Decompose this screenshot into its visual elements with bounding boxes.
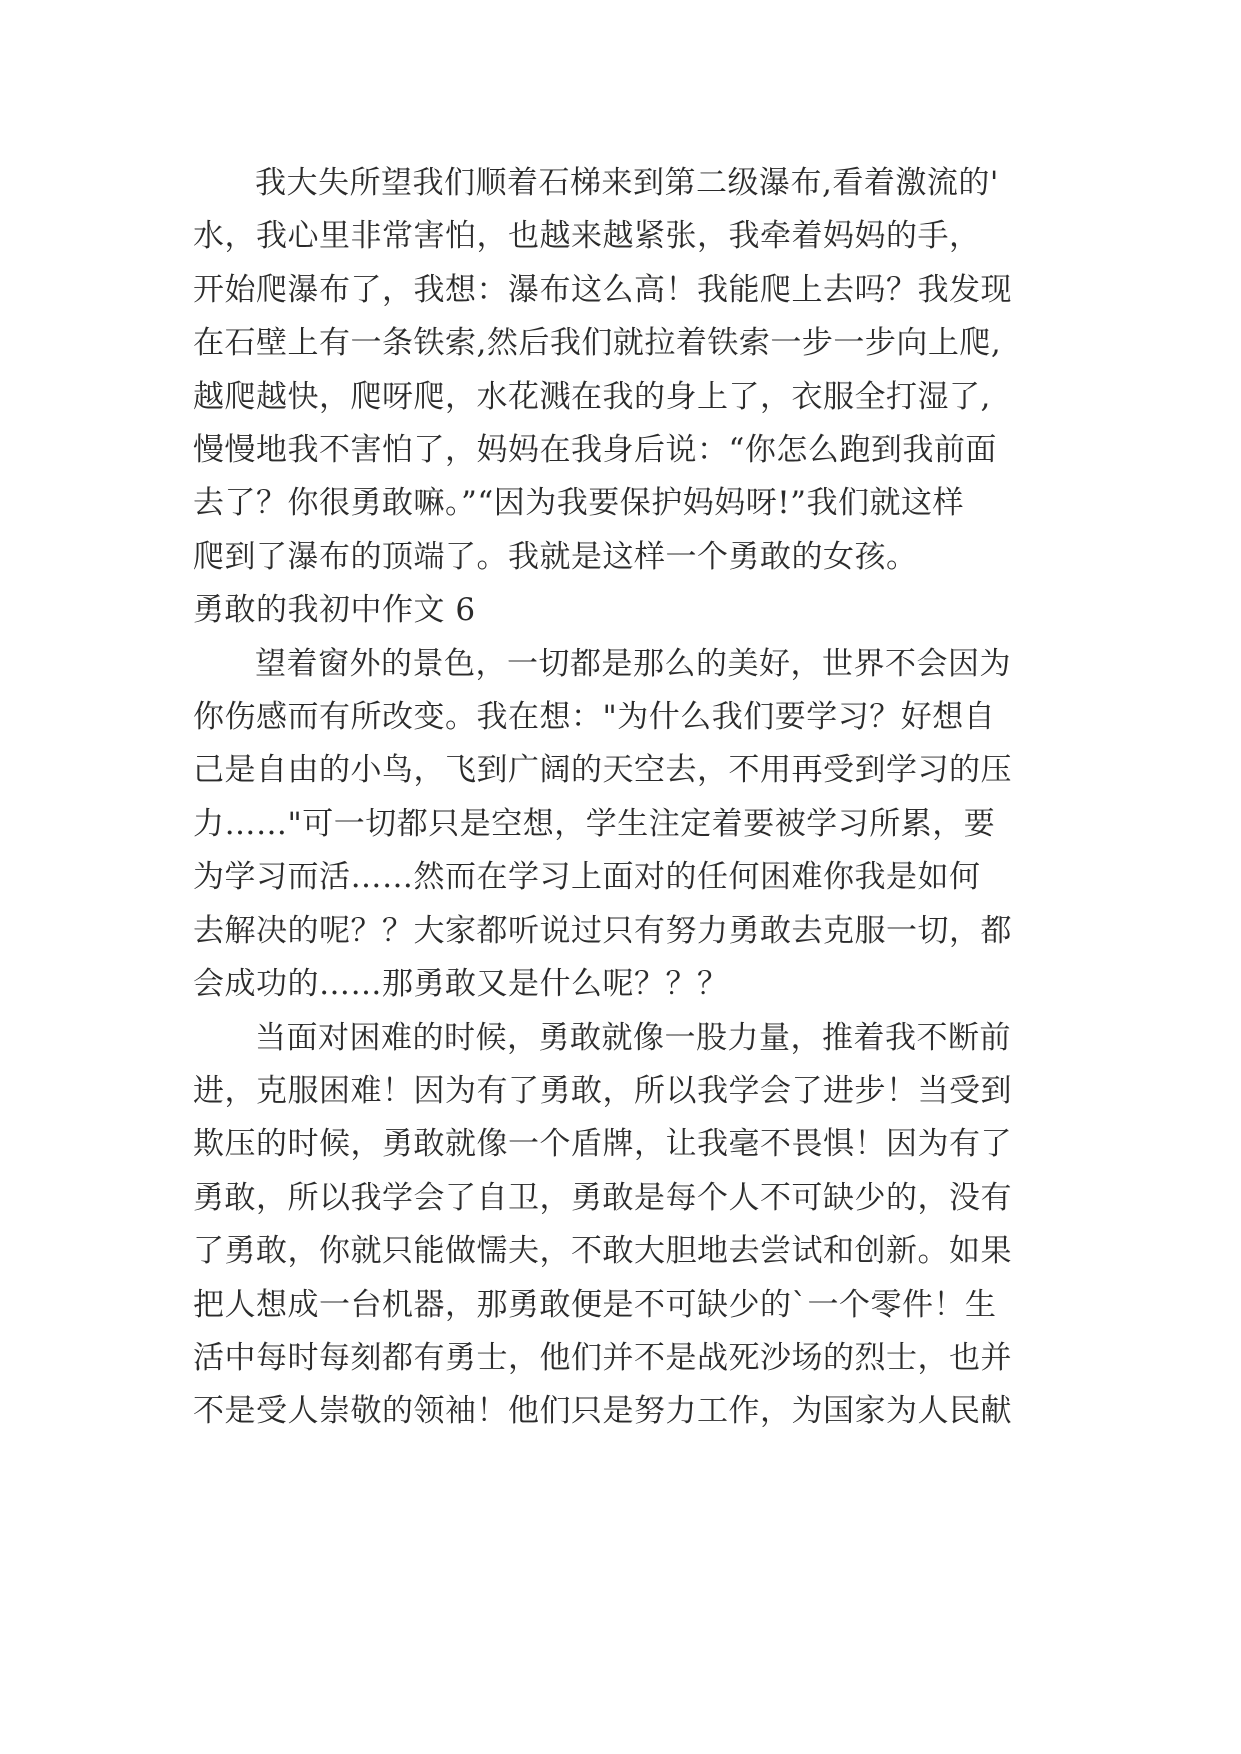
paragraph-3: [193, 1012, 1053, 1439]
text-line: 进，克服困难！因为有了勇敢，所以我学会了进步！当受到: [193, 1072, 1012, 1109]
heading-text: 勇敢的我初中作文 6: [193, 592, 476, 629]
text-line: 欺压的时候，勇敢就像一个盾牌，让我毫不畏惧！因为有了: [193, 1126, 1012, 1163]
text-line: 己是自由的小鸟，飞到广阔的天空去，不用再受到学习的压: [193, 752, 1012, 789]
text-line: 勇敢，所以我学会了自卫，勇敢是每个人不可缺少的，没有: [193, 1179, 1012, 1216]
paragraph-1: [193, 157, 1053, 584]
text-line: 力……"可一切都只是空想，学生注定着要被学习所累，要: [193, 805, 996, 842]
paragraph-2: [193, 638, 1053, 1012]
text-line: 把人想成一台机器，那勇敢便是不可缺少的`一个零件！生: [193, 1286, 997, 1323]
text-line: 慢慢地我不害怕了，妈妈在我身后说：“你怎么跑到我前面: [193, 432, 997, 469]
text-line: 越爬越快，爬呀爬，水花溅在我的身上了，衣服全打湿了,: [193, 378, 991, 415]
text-line: 了勇敢，你就只能做懦夫，不敢大胆地去尝试和创新。如果: [193, 1233, 1012, 1270]
text-line: 去解决的呢？？大家都听说过只有努力勇敢去克服一切，都: [193, 912, 1012, 949]
text-line: 为学习而活……然而在学习上面对的任何困难你我是如何: [193, 859, 981, 896]
text-line: 爬到了瀑布的顶端了。我就是这样一个勇敢的女孩。: [193, 538, 918, 575]
text-line: 活中每时每刻都有勇士，他们并不是战死沙场的烈士，也并: [193, 1339, 1012, 1376]
text-line: 会成功的……那勇敢又是什么呢？？？: [193, 966, 729, 1003]
text-line: 开始爬瀑布了，我想：瀑布这么高！我能爬上去吗？我发现: [193, 271, 1012, 308]
text-line: 当面对困难的时候，勇敢就像一股力量，推着我不断前: [255, 1019, 1011, 1056]
text-line: 望着窗外的景色，一切都是那么的美好，世界不会因为: [255, 645, 1011, 682]
text-line: 你伤感而有所改变。我在想："为什么我们要学习？好想自: [193, 699, 996, 736]
text-line: 我大失所望我们顺着石梯来到第二级瀑布,看着激流的': [255, 165, 999, 201]
text-line: 去了？你很勇敢嘛。”“因为我要保护妈妈呀!”我们就这样: [193, 485, 964, 522]
section-heading: [193, 584, 1053, 637]
document-body: [193, 157, 1053, 1439]
text-line: 不是受人崇敬的领袖！他们只是努力工作，为国家为人民献: [193, 1393, 1012, 1430]
text-line: 水，我心里非常害怕，也越来越紧张，我牵着妈妈的手，: [193, 218, 981, 255]
text-line: 在石壁上有一条铁索,然后我们就拉着铁索一步一步向上爬,: [193, 325, 1002, 362]
